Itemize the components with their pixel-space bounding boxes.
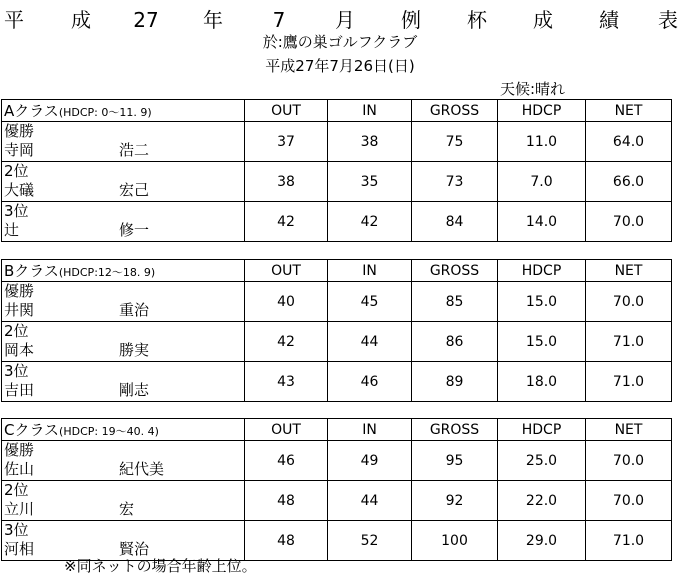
gross-score: 73 (412, 162, 498, 202)
player-cell: 優勝 寺岡 浩二 (2, 122, 245, 162)
player-cell: 3位 河相 賢治 (2, 521, 245, 561)
class-name: Cクラス(HDCP: 19〜40. 4) (2, 419, 245, 441)
in-score: 46 (328, 362, 412, 402)
gross-score: 84 (412, 202, 498, 242)
player-cell: 2位 大礒 宏己 (2, 162, 245, 202)
col-hdcp-header: HDCP (498, 419, 586, 441)
title-char: 杯 (467, 8, 487, 32)
title-char: 7 (272, 8, 286, 32)
in-score: 42 (328, 202, 412, 242)
table-row (2, 162, 672, 202)
net-score: 70.0 (586, 202, 672, 242)
title-char: 平 (4, 8, 24, 32)
table-row (2, 362, 672, 402)
net-score: 64.0 (586, 122, 672, 162)
out-score: 48 (245, 521, 328, 561)
out-score: 40 (245, 282, 328, 322)
table-row (2, 521, 672, 561)
in-score: 35 (328, 162, 412, 202)
gross-score: 95 (412, 441, 498, 481)
hdcp-value: 22.0 (498, 481, 586, 521)
gross-score: 92 (412, 481, 498, 521)
player-cell: 2位 岡本 勝実 (2, 322, 245, 362)
out-score: 43 (245, 362, 328, 402)
col-hdcp-header: HDCP (498, 100, 586, 122)
title-char: 例 (401, 8, 421, 32)
net-score: 70.0 (586, 481, 672, 521)
col-in-header: IN (328, 100, 412, 122)
net-score: 70.0 (586, 282, 672, 322)
title-char: 成 (533, 8, 553, 32)
gross-score: 89 (412, 362, 498, 402)
title-char: 月 (335, 8, 355, 32)
gross-score: 100 (412, 521, 498, 561)
tiebreak-note: ※同ネットの場合年齢上位。 (64, 557, 257, 575)
out-score: 38 (245, 162, 328, 202)
table-row (2, 122, 672, 162)
col-net-header: NET (586, 260, 672, 282)
class-header-row (2, 100, 672, 122)
title-char: 績 (599, 8, 619, 32)
class-c-table (1, 418, 672, 561)
gross-score: 75 (412, 122, 498, 162)
table-row (2, 202, 672, 242)
player-cell: 優勝 井関 重治 (2, 282, 245, 322)
weather-text: 天候:晴れ (500, 80, 566, 98)
col-net-header: NET (586, 100, 672, 122)
col-net-header: NET (586, 419, 672, 441)
title-char: 年 (203, 8, 223, 32)
hdcp-value: 15.0 (498, 282, 586, 322)
out-score: 42 (245, 322, 328, 362)
hdcp-value: 29.0 (498, 521, 586, 561)
class-name: Aクラス(HDCP: 0〜11. 9) (2, 100, 245, 122)
table-row (2, 322, 672, 362)
in-score: 44 (328, 322, 412, 362)
in-score: 52 (328, 521, 412, 561)
in-score: 38 (328, 122, 412, 162)
in-score: 45 (328, 282, 412, 322)
col-gross-header: GROSS (412, 100, 498, 122)
hdcp-value: 7.0 (498, 162, 586, 202)
player-cell: 3位 辻 修一 (2, 202, 245, 242)
in-score: 49 (328, 441, 412, 481)
document-title (0, 8, 680, 32)
col-hdcp-header: HDCP (498, 260, 586, 282)
title-char: 表 (658, 8, 678, 32)
out-score: 37 (245, 122, 328, 162)
player-cell: 優勝 佐山 紀代美 (2, 441, 245, 481)
col-out-header: OUT (245, 419, 328, 441)
table-row (2, 441, 672, 481)
gross-score: 85 (412, 282, 498, 322)
net-score: 70.0 (586, 441, 672, 481)
col-gross-header: GROSS (412, 260, 498, 282)
col-gross-header: GROSS (412, 419, 498, 441)
title-char: 27 (133, 8, 159, 32)
out-score: 42 (245, 202, 328, 242)
hdcp-value: 14.0 (498, 202, 586, 242)
table-row (2, 481, 672, 521)
out-score: 48 (245, 481, 328, 521)
hdcp-value: 15.0 (498, 322, 586, 362)
date-text: 平成27年7月26日(日) (265, 57, 415, 75)
table-row (2, 282, 672, 322)
gross-score: 86 (412, 322, 498, 362)
in-score: 44 (328, 481, 412, 521)
col-out-header: OUT (245, 100, 328, 122)
class-name: Bクラス(HDCP:12〜18. 9) (2, 260, 245, 282)
net-score: 66.0 (586, 162, 672, 202)
player-cell: 2位 立川 宏 (2, 481, 245, 521)
class-header-row (2, 260, 672, 282)
title-char: 成 (71, 8, 91, 32)
col-in-header: IN (328, 419, 412, 441)
player-cell: 3位 吉田 剛志 (2, 362, 245, 402)
col-in-header: IN (328, 260, 412, 282)
net-score: 71.0 (586, 521, 672, 561)
class-header-row (2, 419, 672, 441)
hdcp-value: 11.0 (498, 122, 586, 162)
col-out-header: OUT (245, 260, 328, 282)
net-score: 71.0 (586, 362, 672, 402)
venue-text: 於:鷹の巣ゴルフクラブ (262, 33, 418, 51)
class-b-table (1, 259, 672, 402)
net-score: 71.0 (586, 322, 672, 362)
hdcp-value: 25.0 (498, 441, 586, 481)
class-a-table (1, 99, 672, 242)
hdcp-value: 18.0 (498, 362, 586, 402)
out-score: 46 (245, 441, 328, 481)
